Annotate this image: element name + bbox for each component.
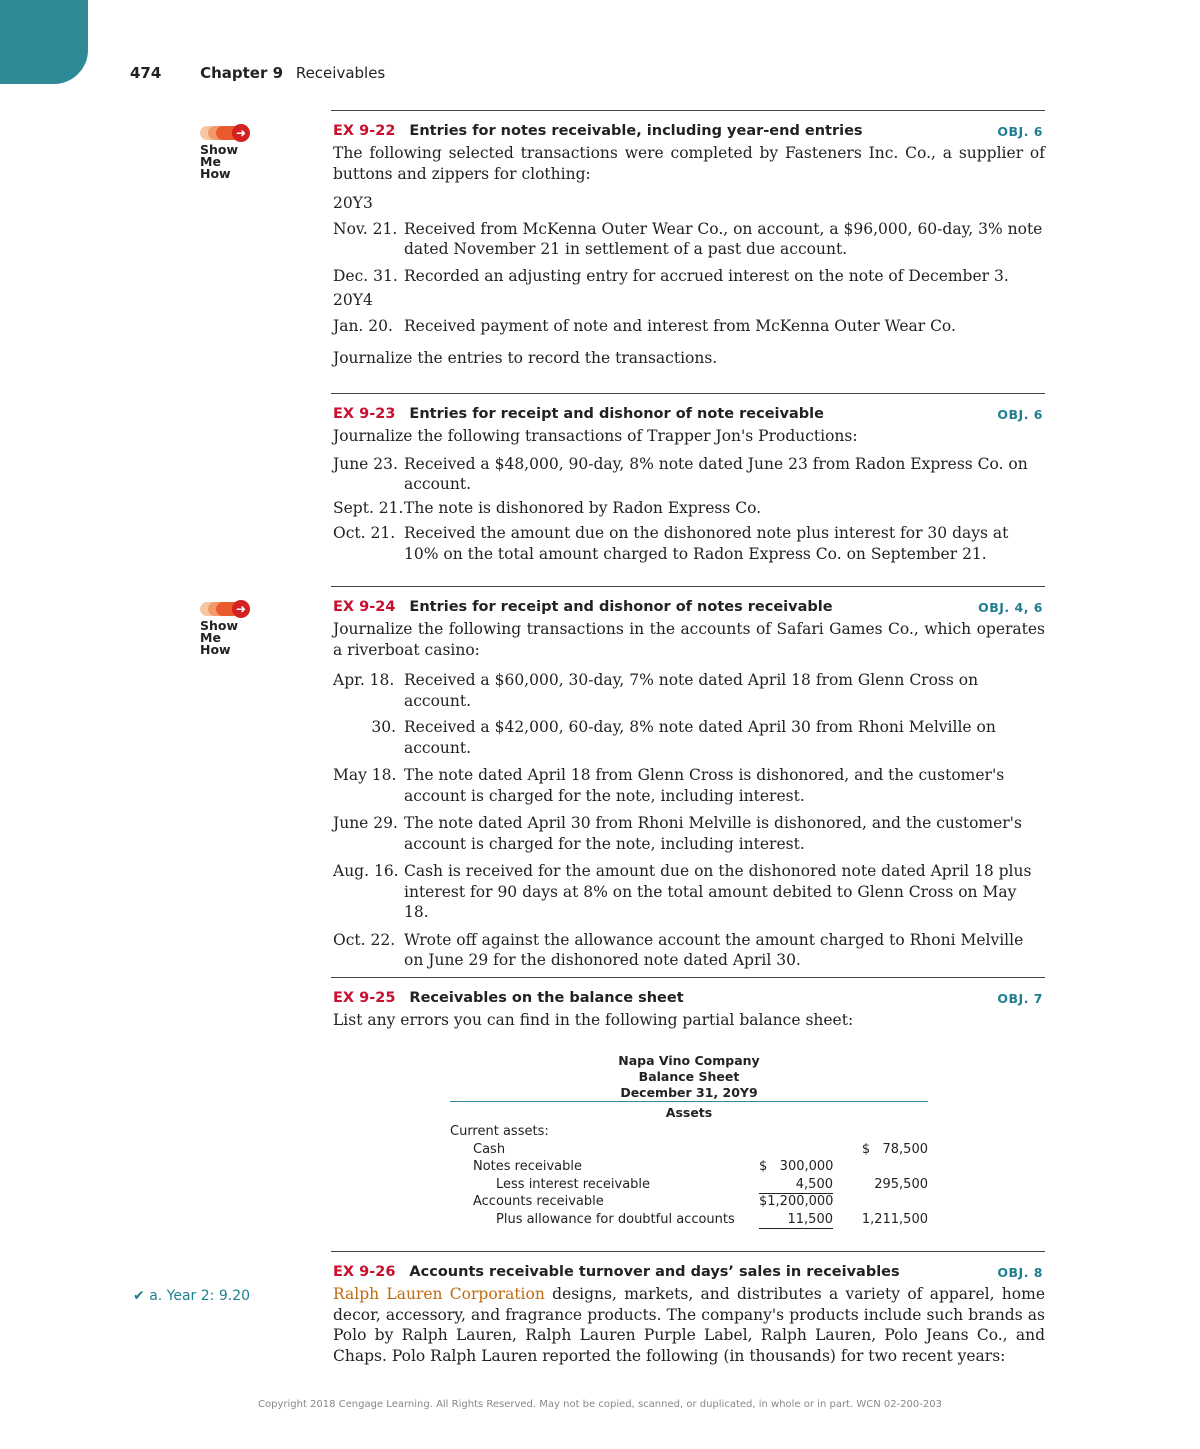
section-label: Receivables (295, 64, 386, 82)
show-me-how-label: Show Me How (200, 142, 239, 181)
exercise-intro: List any errors you can find in the following partial balance sheet: (333, 1011, 854, 1029)
checkmark-icon: ✔ (133, 1288, 145, 1304)
objective-label: OBJ. 6 (997, 124, 1043, 139)
assets-heading: Assets (665, 1105, 713, 1120)
year-label: 20Y3 (333, 194, 373, 212)
table-row: Current assets: (450, 1124, 549, 1139)
exercise-title: Accounts receivable turnover and days’ sales in receivables (409, 1264, 900, 1280)
margin-answer (133, 1288, 250, 1304)
transaction: Sept. 21. The note is dishonored by Radon Express Co. (333, 498, 762, 517)
exercise-number: EX 9-25 (333, 990, 396, 1006)
table-row: Less interest receivable 4,500 295,500 (450, 1176, 928, 1194)
table-row: Plus allowance for doubtful accounts 11,500 1,211,500 (450, 1211, 928, 1229)
transaction: June 29. The note dated April 30 from Rhoni Melville is dishonored, and the customer's account is charged for the note, including interest. (333, 814, 1022, 853)
company-name: Napa Vino Company (618, 1053, 760, 1068)
transaction: 30. Received a $42,000, 60-day, 8% note dated April 30 from Rhoni Melville on account. (371, 718, 996, 757)
section-divider (331, 393, 1045, 394)
running-header (130, 64, 385, 82)
exercise-9-23 (333, 404, 1045, 564)
transaction: May 18. The note dated April 18 from Glenn Cross is dishonored, and the customer's account is charged for the note, including interest. (333, 766, 1005, 805)
transaction: Dec. 31. Recorded an adjusting entry for accrued interest on the note of December 3. (333, 266, 1009, 285)
exercise-title: Entries for receipt and dishonor of notes receivable (409, 599, 833, 615)
table-row: Cash $ 78,500 (473, 1141, 928, 1157)
chapter-label: Chapter 9 (200, 64, 284, 82)
transaction: Oct. 22. Wrote off against the allowance account the amount charged to Rhoni Melville on June 29 for the dishonored note dated April 30. (333, 930, 1024, 969)
exercise-9-24 (333, 597, 1045, 971)
transaction: Aug. 16. Cash is received for the amount due on the dishonored note dated April 18 plus interest for 90 days at 8% on the total amount debited to Glenn Cross on May 18. (333, 862, 1032, 921)
company-link[interactable]: Ralph Lauren Corporation (333, 1285, 545, 1303)
exercise-intro: Journalize the following transactions in the accounts of Safari Games Co., which operates a riverboat casino: (333, 620, 1045, 659)
transaction: Jan. 20. Received payment of note and interest from McKenna Outer Wear Co. (333, 316, 956, 335)
section-divider (331, 1251, 1045, 1252)
show-me-how-button[interactable] (200, 124, 270, 180)
copyright-footer: Copyright 2018 Cengage Learning. All Rights Reserved. May not be copied, scanned, or duplicated, in whole or in part. WCN 02-200-203 (258, 1399, 942, 1410)
exercise-number: EX 9-22 (333, 123, 396, 139)
exercise-title: Receivables on the balance sheet (409, 990, 684, 1006)
statement-name: Balance Sheet (638, 1069, 740, 1084)
exercise-heading (333, 597, 1045, 619)
exercise-heading (333, 404, 1045, 426)
balance-sheet (450, 1053, 928, 1228)
exercise-heading (333, 1262, 1045, 1284)
show-me-how-label: Show Me How (200, 618, 239, 657)
exercise-intro: The following selected transactions were completed by Fasteners Inc. Co., a supplier of buttons and zippers for clothing: (333, 144, 1045, 183)
table-row: Notes receivable $ 300,000 (473, 1159, 834, 1174)
show-me-how-button[interactable] (200, 600, 270, 656)
page-corner-tab (0, 0, 88, 84)
exercise-intro: Journalize the following transactions of Trapper Jon's Productions: (333, 427, 858, 445)
transaction: Apr. 18. Received a $60,000, 30-day, 7% note dated April 18 from Glenn Cross on account. (333, 671, 979, 710)
answer-text: a. Year 2: 9.20 (149, 1288, 251, 1304)
exercise-instruction: Journalize the entries to record the transactions. (333, 349, 718, 367)
exercise-title: Entries for notes receivable, including year-end entries (409, 123, 863, 139)
page-number: 474 (130, 64, 162, 82)
exercise-heading (333, 988, 1045, 1010)
objective-label: OBJ. 7 (997, 991, 1043, 1006)
exercise-heading (333, 121, 1045, 143)
section-divider (331, 110, 1045, 111)
objective-label: OBJ. 8 (997, 1265, 1043, 1280)
exercise-title: Entries for receipt and dishonor of note receivable (409, 406, 824, 422)
year-label: 20Y4 (333, 291, 373, 309)
show-me-how-icon: ➜ (200, 124, 250, 142)
section-divider (331, 977, 1045, 978)
exercise-9-25 (333, 988, 1045, 1031)
exercise-number: EX 9-26 (333, 1264, 396, 1280)
exercise-number: EX 9-24 (333, 599, 396, 615)
transaction: Nov. 21. Received from McKenna Outer Wear Co., on account, a $96,000, 60-day, 3% note dated November 21 in settlement of a past due account. (333, 219, 1043, 258)
transaction: Oct. 21. Received the amount due on the dishonored note plus interest for 30 days at 10% on the total amount charged to Radon Express Co. on September 21. (333, 524, 1009, 563)
section-divider (331, 586, 1045, 587)
exercise-body-text: designs, markets, and distributes a variety of apparel, home decor, accessory, and fragrance products. The company's products include such brands as Polo by Ralph Lauren, Ralph Lauren Purple Label, Ralph Lauren, Polo Jeans Co., and Chaps. Polo Ralph Lauren reported the following (in thousands) for two recent years: (333, 1285, 1045, 1365)
objective-label: OBJ. 4, 6 (978, 600, 1043, 615)
transaction: June 23. Received a $48,000, 90-day, 8% note dated June 23 from Radon Express Co. on account. (333, 454, 1028, 493)
statement-date: December 31, 20Y9 (450, 1085, 928, 1102)
exercise-number: EX 9-23 (333, 406, 396, 422)
exercise-intro (333, 1284, 1045, 1366)
table-row: Accounts receivable $1,200,000 (473, 1194, 834, 1209)
objective-label: OBJ. 6 (997, 407, 1043, 422)
exercise-9-26 (333, 1262, 1045, 1366)
show-me-how-icon: ➜ (200, 600, 250, 618)
exercise-9-22 (333, 121, 1045, 369)
